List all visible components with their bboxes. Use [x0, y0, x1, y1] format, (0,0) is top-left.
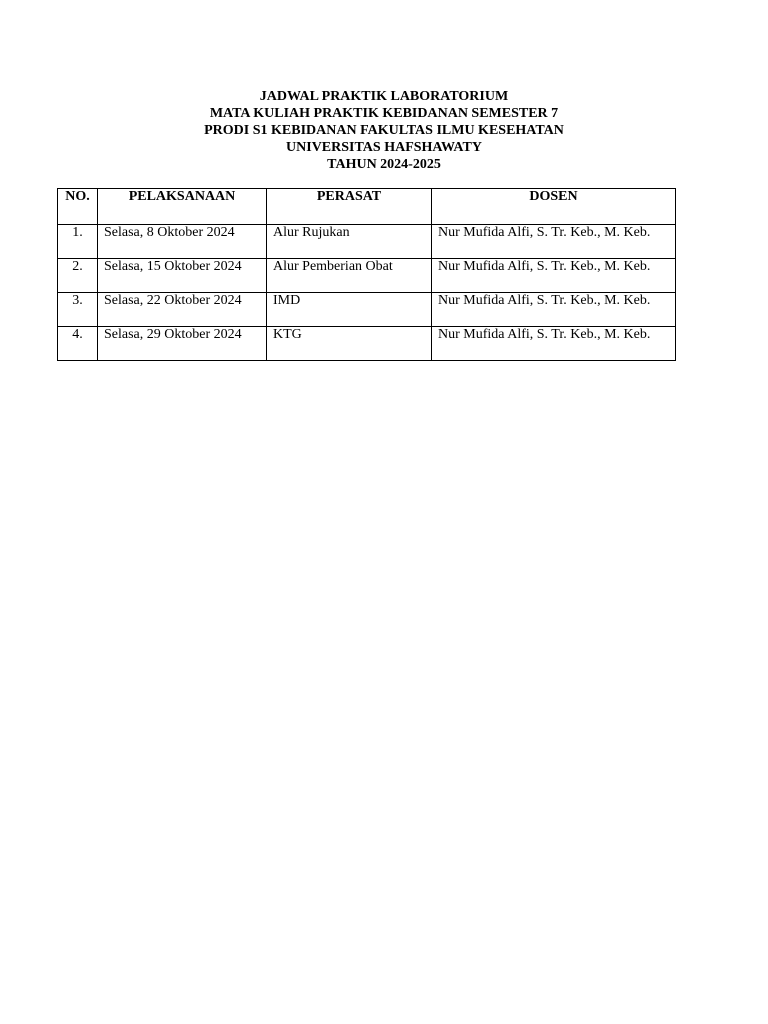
heading-line-5: TAHUN 2024-2025 [327, 157, 441, 172]
heading-line-4: UNIVERSITAS HAFSHAWATY [286, 140, 482, 155]
cell-no: 4. [58, 327, 98, 361]
heading-line-3: PRODI S1 KEBIDANAN FAKULTAS ILMU KESEHATAN [204, 123, 564, 138]
cell-dosen: Nur Mufida Alfi, S. Tr. Keb., M. Keb. [432, 293, 676, 327]
heading-line-1: JADWAL PRAKTIK LABORATORIUM [259, 89, 509, 104]
cell-perasat: Alur Rujukan [267, 225, 432, 259]
header-pelaksanaan: PELAKSANAAN [98, 189, 267, 225]
cell-perasat: IMD [267, 293, 432, 327]
table-row [58, 327, 676, 361]
header-dosen: DOSEN [432, 189, 676, 225]
cell-pelaksanaan: Selasa, 29 Oktober 2024 [98, 327, 267, 361]
header-no: NO. [58, 189, 98, 225]
cell-dosen: Nur Mufida Alfi, S. Tr. Keb., M. Keb. [432, 327, 676, 361]
document-heading [0, 88, 768, 173]
heading-line-2: MATA KULIAH PRAKTIK KEBIDANAN SEMESTER 7 [209, 106, 559, 121]
cell-dosen: Nur Mufida Alfi, S. Tr. Keb., M. Keb. [432, 259, 676, 293]
table-row [58, 225, 676, 259]
cell-no: 3. [58, 293, 98, 327]
table-row [58, 259, 676, 293]
header-perasat: PERASAT [267, 189, 432, 225]
cell-no: 2. [58, 259, 98, 293]
cell-perasat: Alur Pemberian Obat [267, 259, 432, 293]
schedule-table [57, 188, 676, 361]
cell-pelaksanaan: Selasa, 22 Oktober 2024 [98, 293, 267, 327]
table-header-row [58, 189, 676, 225]
cell-dosen: Nur Mufida Alfi, S. Tr. Keb., M. Keb. [432, 225, 676, 259]
cell-pelaksanaan: Selasa, 8 Oktober 2024 [98, 225, 267, 259]
table-row [58, 293, 676, 327]
cell-pelaksanaan: Selasa, 15 Oktober 2024 [98, 259, 267, 293]
cell-perasat: KTG [267, 327, 432, 361]
cell-no: 1. [58, 225, 98, 259]
